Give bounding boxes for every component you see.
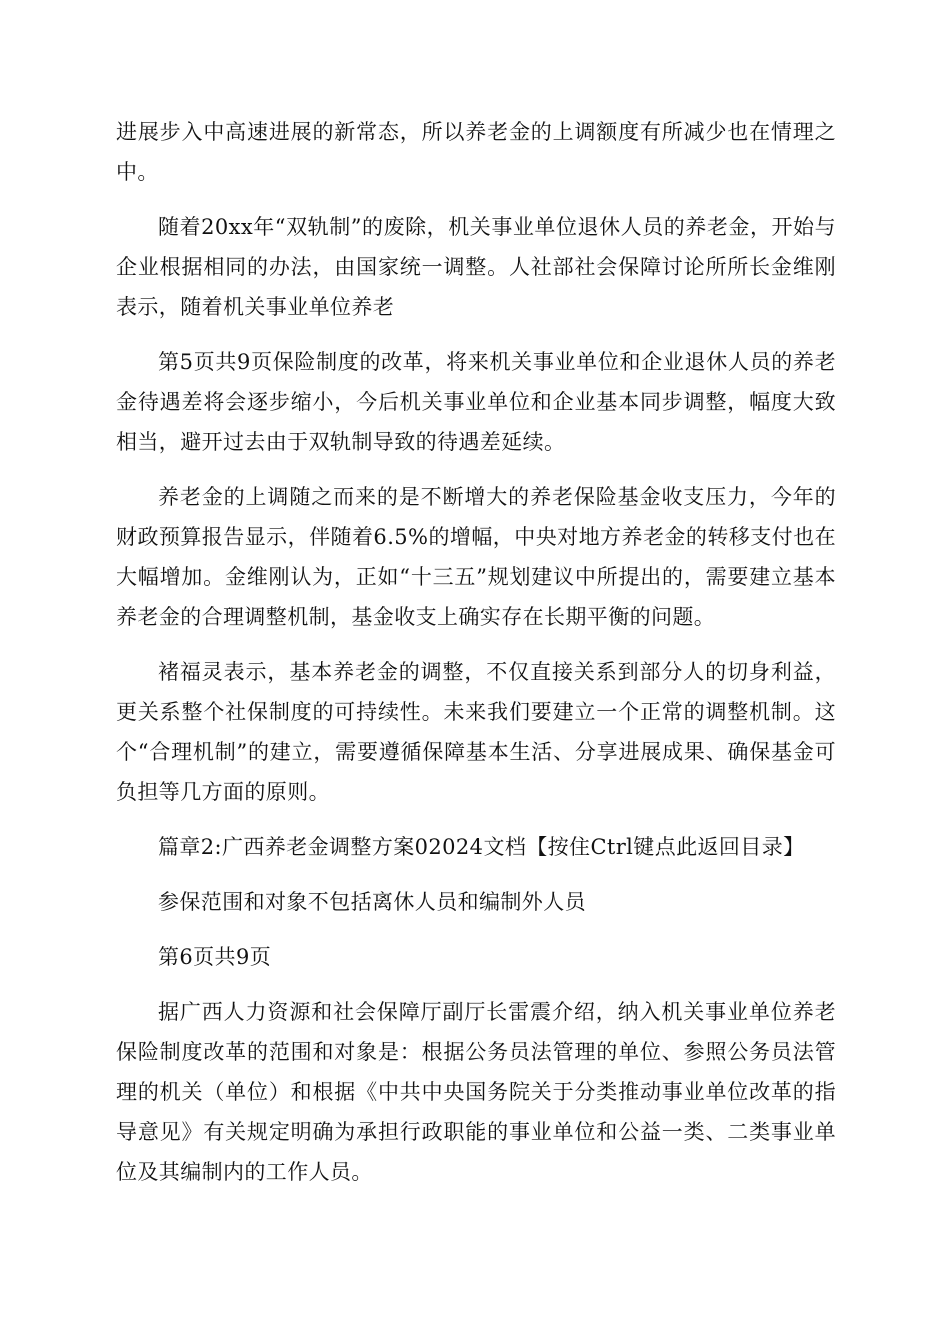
page-marker-6-of-9: 第6页共9页	[158, 945, 272, 969]
chapter-link-guangxi[interactable]: 篇章2:广西养老金调整方案02024文档【按住Ctrl键点此返回目录】	[158, 835, 805, 859]
document-body	[116, 112, 836, 1207]
paragraph-scope-heading: 参保范围和对象不包括离休人员和编制外人员	[158, 890, 586, 914]
paragraph-adjustment-mechanism: 褚福灵表示，基本养老金的调整，不仅直接关系到部分人的切身利益，更关系整个社保制度的可持续性。未来我们要建立一个正常的调整机制。这个“合理机制”的建立，需要遵循保障基本生活、分享进展成果、确保基金可负担等几方面的原则。	[116, 660, 836, 804]
paragraph-continuation: 进展步入中高速进展的新常态，所以养老金的上调额度有所减少也在情理之中。	[116, 120, 836, 184]
paragraph-scope-details: 据广西人力资源和社会保障厅副厅长雷震介绍，纳入机关事业单位养老保险制度改革的范围和对象是：根据公务员法管理的单位、参照公务员法管理的机关（单位）和根据《中共中央国务院关于分类推动事业单位改革的指导意见》有关规定明确为承担行政职能的事业单位和公益一类、二类事业单位及其编制内的工作人员。	[116, 1000, 836, 1184]
paragraph-page5-reform: 第5页共9页保险制度的改革，将来机关事业单位和企业退休人员的养老金待遇差将会逐步缩小，今后机关事业单位和企业基本同步调整，幅度大致相当，避开过去由于双轨制导致的待遇差延续。	[116, 350, 836, 454]
paragraph-dual-track: 随着20xx年“双轨制”的废除，机关事业单位退休人员的养老金，开始与企业根据相同的办法，由国家统一调整。人社部社会保障讨论所所长金维刚表示，随着机关事业单位养老	[116, 215, 836, 319]
paragraph-fund-pressure: 养老金的上调随之而来的是不断增大的养老保险基金收支压力，今年的财政预算报告显示，伴随着6.5%的增幅，中央对地方养老金的转移支付也在大幅增加。金维刚认为，正如“十三五”规划建议中所提出的，需要建立基本养老金的合理调整机制，基金收支上确实存在长期平衡的问题。	[116, 485, 836, 629]
